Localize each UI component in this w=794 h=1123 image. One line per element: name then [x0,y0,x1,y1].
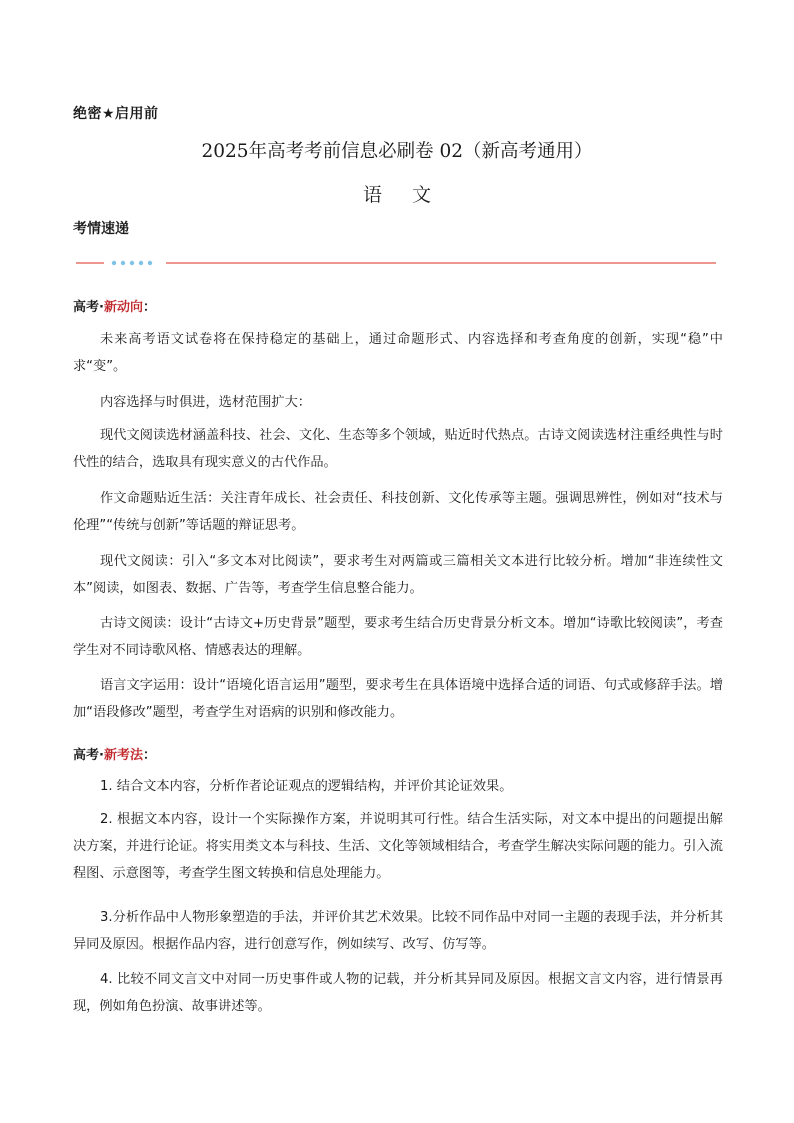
paragraph: 语言文字运用：设计“语境化语言运用”题型，要求考生在具体语境中选择合适的词语、句式或修辞手法。增加“语段修改”题型，考查学生对语病的识别和修改能力。 [73,678,723,720]
divider-dot [139,261,143,265]
paragraph: 作文命题贴近生活：关注青年成长、社会责任、科技创新、文化传承等主题。强调思辨性，例如对“技术与伦理”“传统与创新”等话题的辩证思考。 [73,491,723,533]
subject-title: 语 文 [362,184,444,206]
heading-prefix: 高考· [73,748,104,763]
new-direction-heading [73,296,156,315]
paragraph: 4. 比较不同文言文中对同一历史事件或人物的记载，并分析其异同及原因。根据文言文内容，进行情景再现，例如角色扮演、故事讲述等。 [73,972,723,1014]
paragraph: 2. 根据文本内容，设计一个实际操作方案，并说明其可行性。结合生活实际，对文本中提出的问题提出解决方案，并进行论证。将实用类文本与科技、生活、文化等领域相结合，考查学生解决实际问题的能力。引入流程图、示意图等，考查学生图文转换和信息处理能力。 [73,812,723,881]
paragraph: 现代文阅读选材涵盖科技、社会、文化、生态等多个领域，贴近时代热点。古诗文阅读选材注重经典性与时代性的结合，选取具有现实意义的古代作品。 [73,428,723,470]
section-title: 考情速递 [73,221,129,237]
paragraph: 1. 结合文本内容，分析作者论证观点的逻辑结构，并评价其论证效果。 [100,779,513,794]
exam-title: 2025年高考考前信息必刷卷 02（新高考通用） [201,141,593,162]
heading-suffix: ： [142,748,156,763]
heading-prefix: 高考· [73,300,104,315]
divider-dot [112,261,116,265]
decorative-divider [76,256,716,270]
paragraph: 现代文阅读：引入“多文本对比阅读”，要求考生对两篇或三篇相关文本进行比较分析。增加“非连续性文本”阅读，如图表、数据、广告等，考查学生信息整合能力。 [73,554,723,596]
paragraph: 古诗文阅读：设计“古诗文+历史背景”题型，要求考生结合历史背景分析文本。增加“诗歌比较阅读”，考查学生对不同诗歌风格、情感表达的理解。 [73,616,723,658]
heading-highlight: 新动向 [103,300,143,315]
divider-dot [121,261,125,265]
heading-suffix: ： [142,300,156,315]
divider-dot [148,261,152,265]
heading-highlight: 新考法 [103,748,143,763]
new-methods-heading [73,744,156,763]
divider-dot [130,261,134,265]
paragraph: 内容选择与时俱进，选材范围扩大： [100,395,311,410]
confidential-mark: 绝密★启用前 [73,106,159,122]
paragraph: 3.分析作品中人物形象塑造的手法，并评价其艺术效果。比较不同作品中对同一主题的表现手法，并分析其异同及原因。根据作品内容，进行创意写作，例如续写、改写、仿写等。 [73,910,723,952]
paragraph: 未来高考语文试卷将在保持稳定的基础上，通过命题形式、内容选择和考查角度的创新，实现“稳”中求“变”。 [73,332,723,374]
